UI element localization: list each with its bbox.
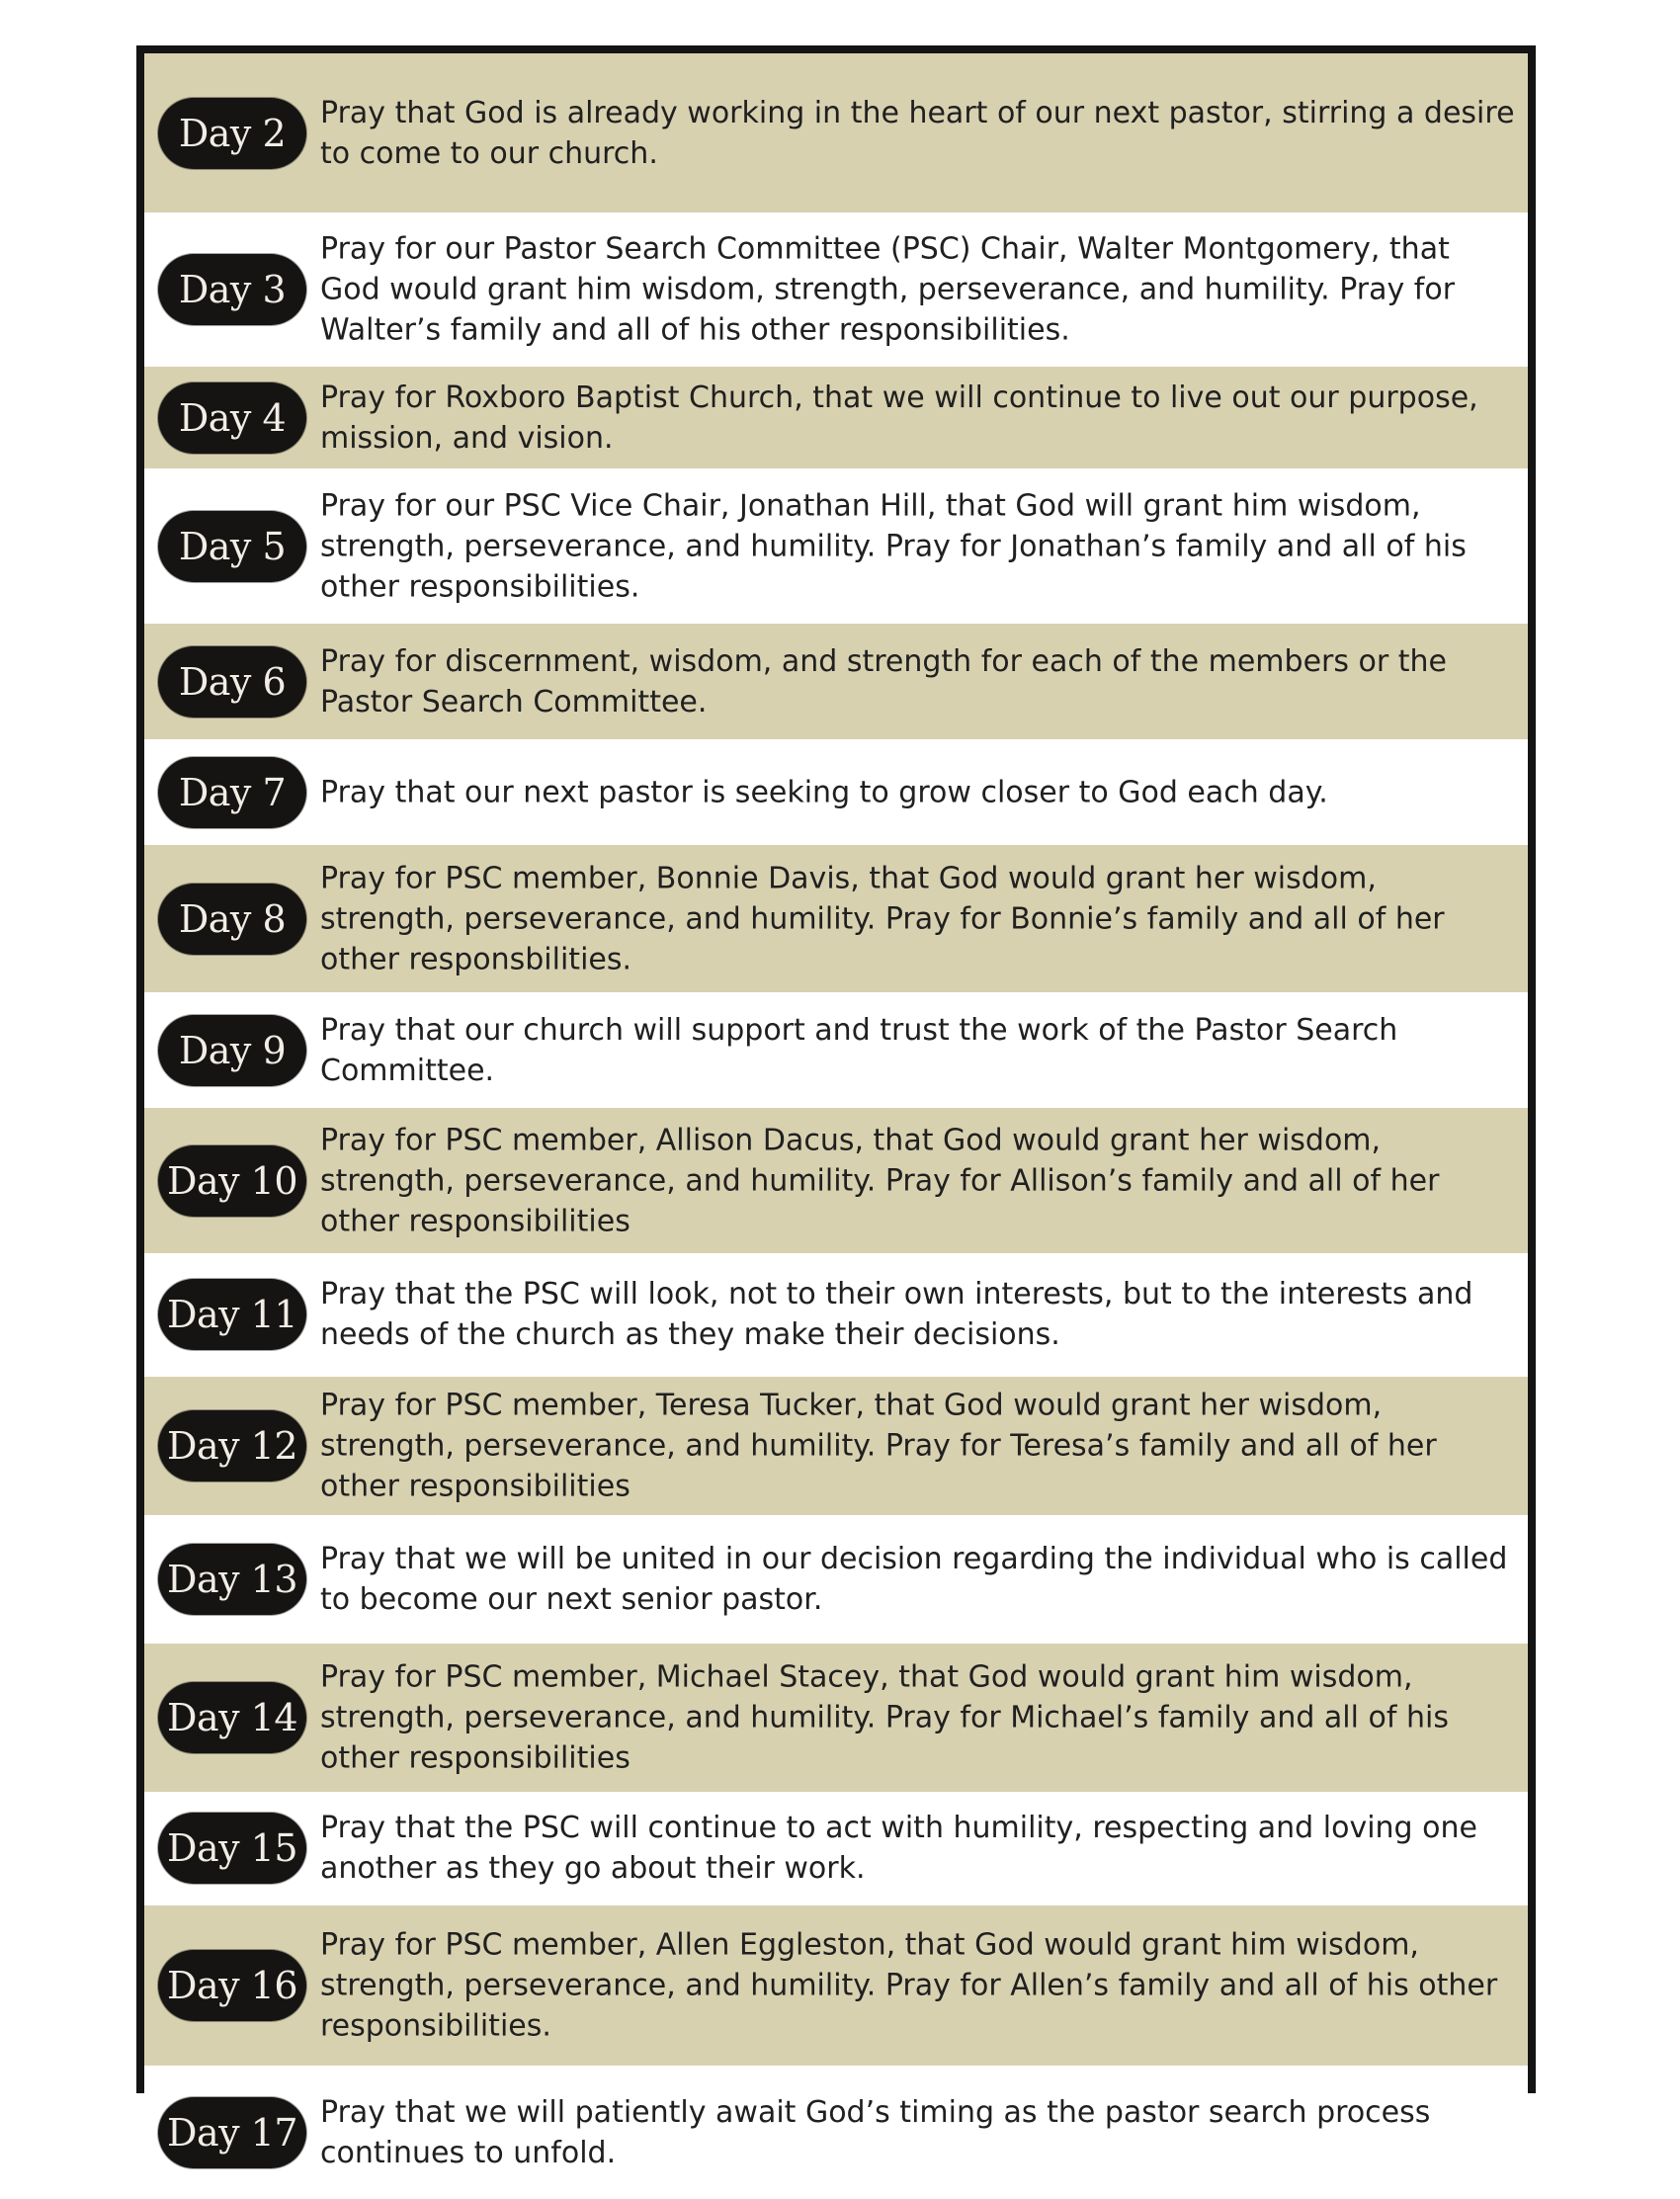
prayer-row	[144, 53, 1528, 212]
day-badge: Day 10	[158, 1145, 306, 1217]
prayer-row	[144, 845, 1528, 992]
prayer-text: Pray that the PSC will look, not to their own interests, but to the interests and needs of the church as they make their decisions.	[320, 1277, 1473, 1353]
prayer-text: Pray for PSC member, Teresa Tucker, that God would grant her wisdom, strength, perseverance, and humility. Pray for Teresa’s family and all of her other responsibilities	[320, 1388, 1437, 1504]
day-badge: Day 17	[158, 2097, 306, 2168]
prayer-text: Pray for PSC member, Allen Eggleston, that God would grant him wisdom, strength, perseverance, and humility. Pray for Allen’s family and all of his other responsibilities.	[320, 1927, 1498, 2044]
prayer-row	[144, 1515, 1528, 1644]
prayer-row	[144, 212, 1528, 367]
day-badge: Day 7	[158, 757, 306, 828]
day-badge: Day 3	[158, 254, 306, 325]
day-badge: Day 13	[158, 1544, 306, 1615]
day-badge: Day 14	[158, 1682, 306, 1753]
prayer-text: Pray that our next pastor is seeking to grow closer to God each day.	[320, 775, 1328, 810]
day-badge: Day 8	[158, 884, 306, 955]
prayer-text: Pray that we will be united in our decision regarding the individual who is called to become our next senior pastor.	[320, 1541, 1508, 1617]
prayer-row	[144, 624, 1528, 739]
prayer-row	[144, 1377, 1528, 1515]
prayer-text: Pray that we will patiently await God’s timing as the pastor search process continues to unfold.	[320, 2094, 1431, 2170]
prayer-text: Pray for our Pastor Search Committee (PSC) Chair, Walter Montgomery, that God would grant him wisdom, strength, perseverance, and humility. Pray for Walter’s family and all of his other responsibilities.	[320, 231, 1456, 348]
prayer-calendar-frame	[136, 45, 1536, 2170]
prayer-row	[144, 468, 1528, 624]
day-badge: Day 2	[158, 98, 306, 169]
prayer-text: Pray for our PSC Vice Chair, Jonathan Hill, that God will grant him wisdom, strength, perseverance, and humility. Pray for Jonathan’s family and all of his other responsibilities.	[320, 488, 1467, 605]
prayer-row	[144, 2066, 1528, 2199]
prayer-row	[144, 1108, 1528, 1253]
prayer-row	[144, 992, 1528, 1108]
day-badge: Day 15	[158, 1813, 306, 1884]
day-badge: Day 9	[158, 1015, 306, 1086]
prayer-text: Pray that God is already working in the heart of our next pastor, stirring a desire to come to our church.	[320, 95, 1515, 171]
prayer-row	[144, 739, 1528, 845]
day-badge: Day 4	[158, 382, 306, 454]
prayer-text: Pray for Roxboro Baptist Church, that we will continue to live out our purpose, mission, and vision.	[320, 380, 1478, 456]
prayer-row	[144, 1644, 1528, 1792]
day-badge: Day 5	[158, 511, 306, 582]
prayer-text: Pray that our church will support and trust the work of the Pastor Search Committee.	[320, 1012, 1398, 1088]
prayer-text: Pray for PSC member, Michael Stacey, that God would grant him wisdom, strength, perseverance, and humility. Pray for Michael’s family and all of his other responsibilities	[320, 1659, 1449, 1776]
prayer-text: Pray for discernment, wisdom, and strength for each of the members or the Pastor Search Committee.	[320, 643, 1447, 719]
prayer-row	[144, 1905, 1528, 2065]
prayer-text: Pray that the PSC will continue to act with humility, respecting and loving one another as they go about their work.	[320, 1811, 1477, 1887]
prayer-text: Pray for PSC member, Bonnie Davis, that God would grant her wisdom, strength, perseverance, and humility. Pray for Bonnie’s family and all of her other responsbilities.	[320, 861, 1445, 977]
day-badge: Day 11	[158, 1279, 306, 1350]
day-badge: Day 6	[158, 646, 306, 718]
prayer-row	[144, 367, 1528, 468]
prayer-row	[144, 1253, 1528, 1376]
prayer-text: Pray for PSC member, Allison Dacus, that God would grant her wisdom, strength, perseverance, and humility. Pray for Allison’s family and all of her other responsibilities	[320, 1123, 1440, 1239]
day-badge: Day 12	[158, 1410, 306, 1481]
prayer-list	[144, 53, 1528, 2170]
day-badge: Day 16	[158, 1950, 306, 2021]
prayer-row	[144, 1792, 1528, 1906]
